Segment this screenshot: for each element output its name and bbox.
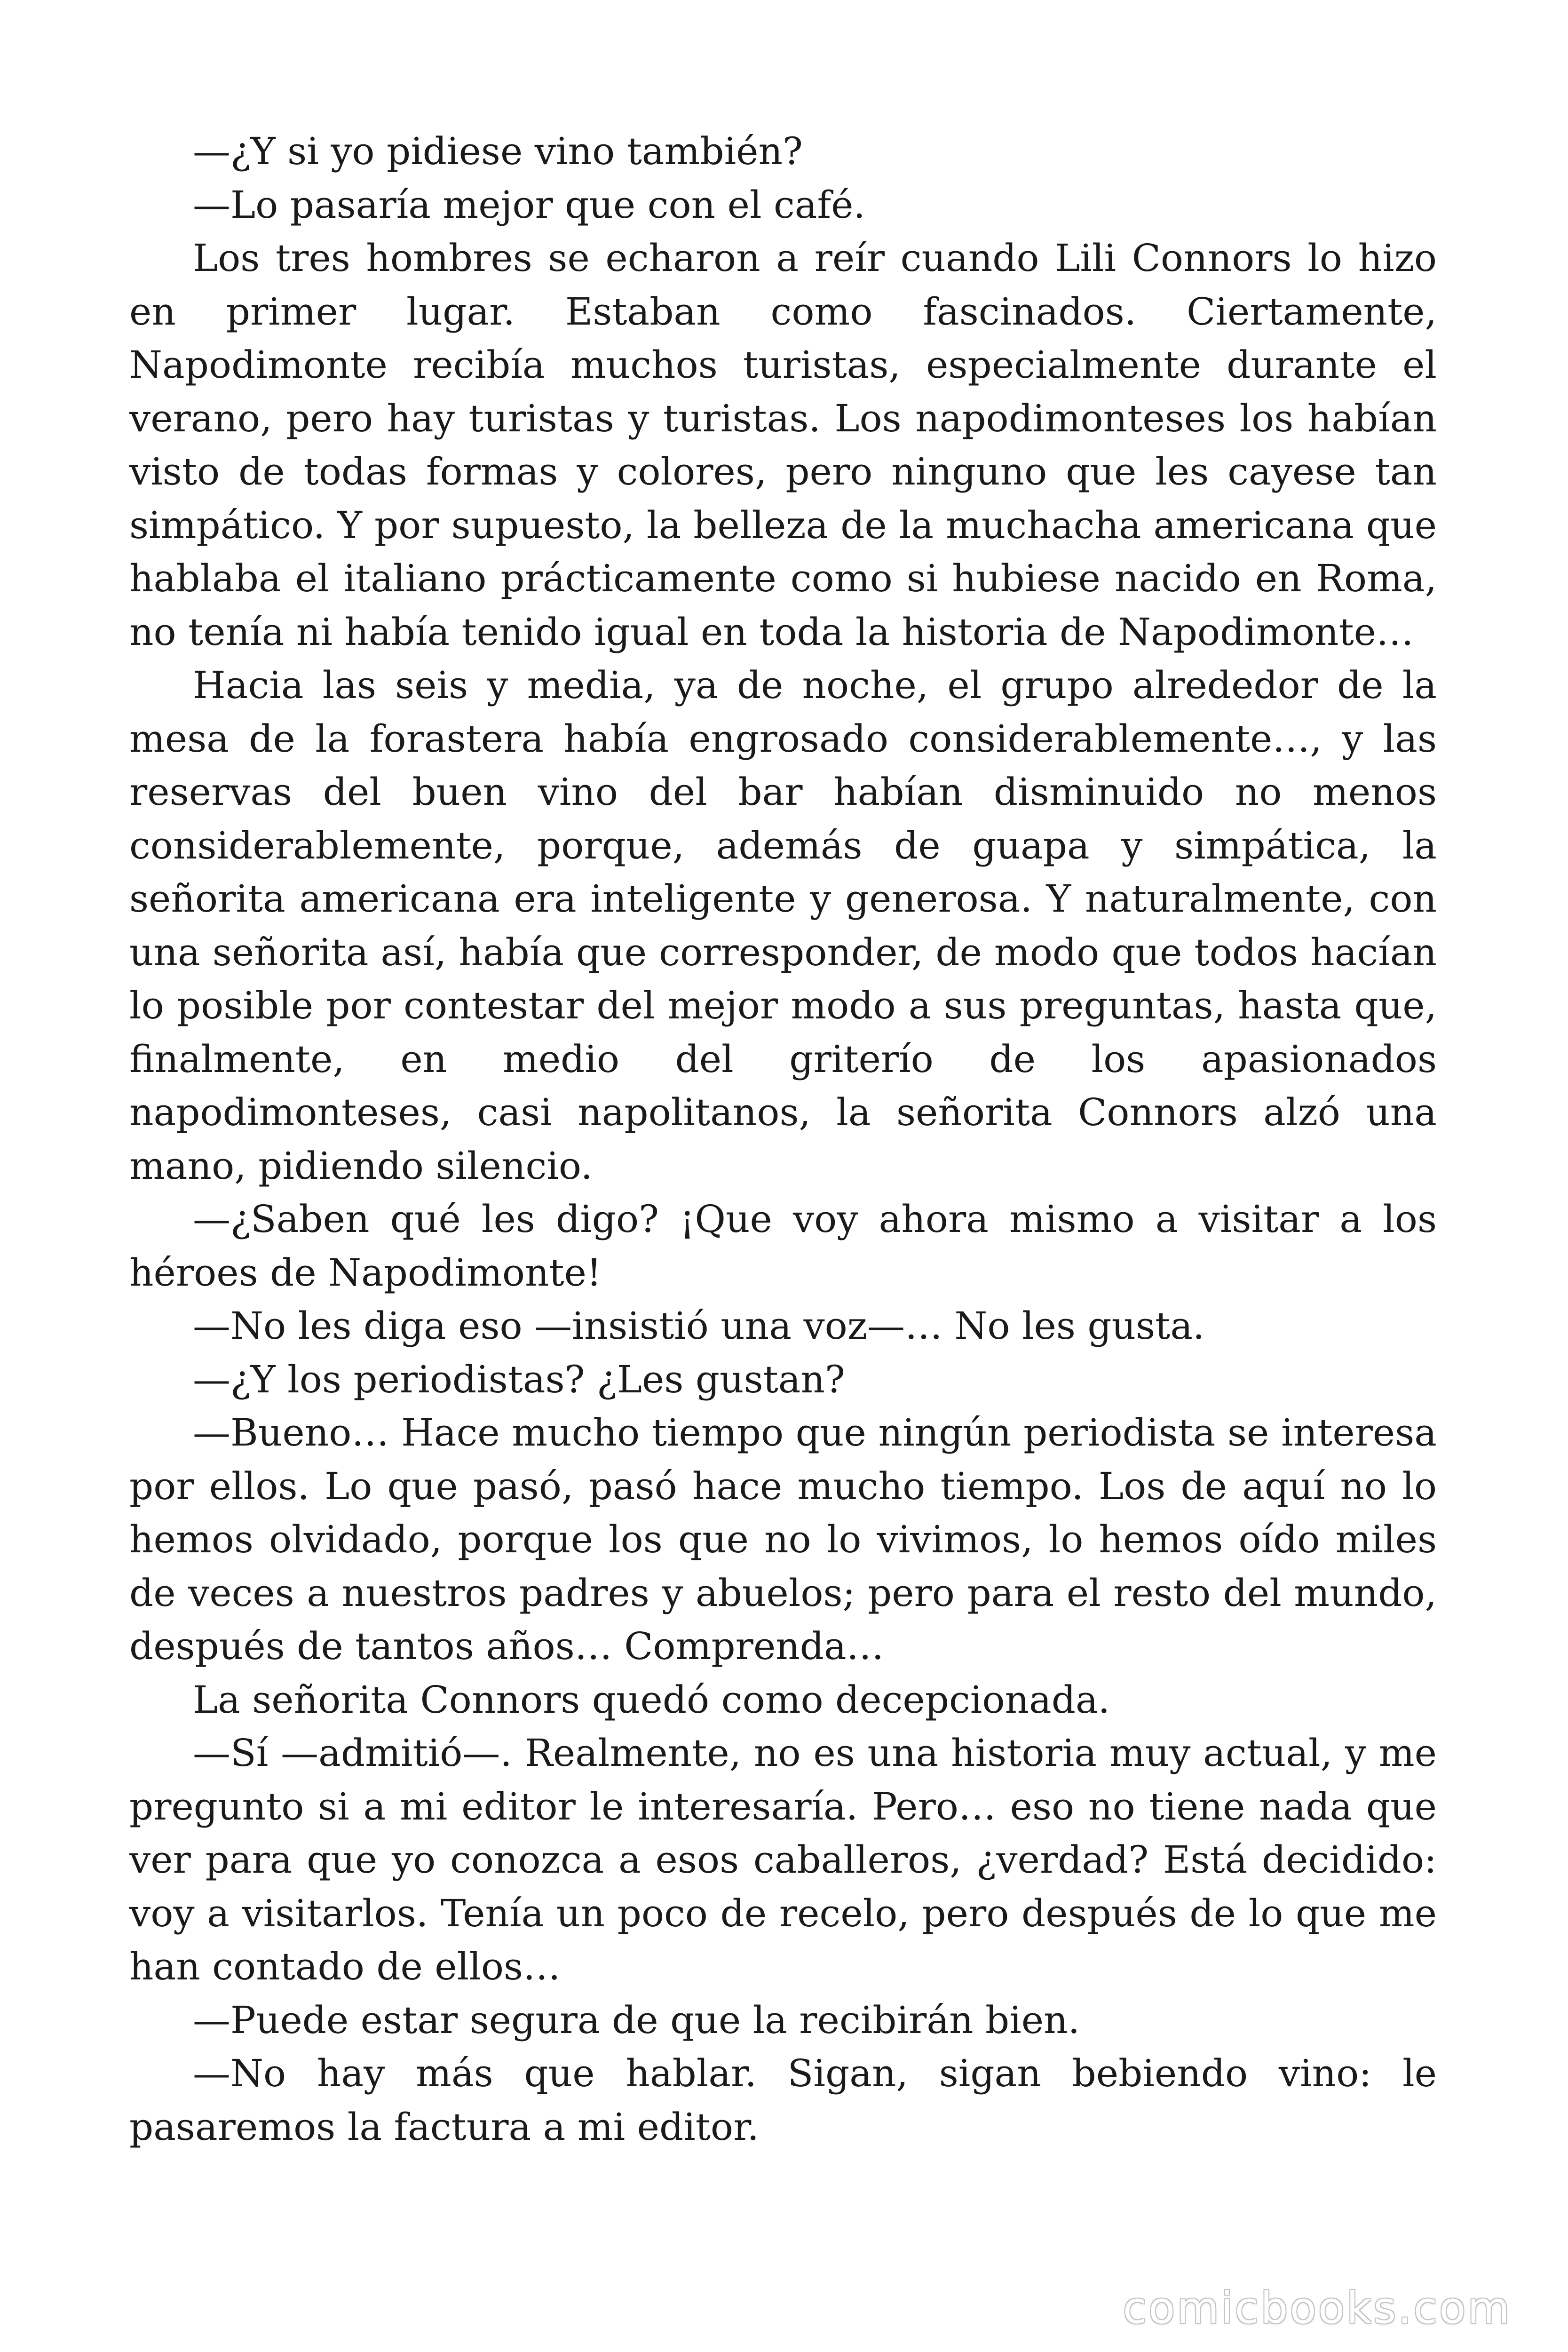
watermark-text: comicbooks.com [1123, 2283, 1512, 2333]
paragraph: Hacia las seis y media, ya de noche, el grupo alrededor de la mesa de la forastera había engrosado considerablemente…, y las reservas del buen vino del bar habían disminuido no menos considerablemente, porque, además de guapa y simpática, la señorita americana era inteligente y generosa. Y naturalmente, con una señorita así, había que corresponder, de modo que todos hacían lo posible por contestar del mejor modo a sus preguntas, hasta que, finalmente, en medio del griterío de los apasionados napodimonteses, casi napolitanos, la señorita Connors alzó una mano, pidiendo silencio. [129, 663, 1437, 1188]
paragraph: —Sí —admitió—. Realmente, no es una historia muy actual, y me pregunto si a mi editor le interesaría. Pero… eso no tiene nada que ver para que yo conozca a esos caballeros, ¿verdad? Está decidido: voy a visitarlos. Tenía un poco de recelo, pero después de lo que me han contado de ellos… [129, 1731, 1437, 1988]
paragraph: —¿Saben qué les digo? ¡Que voy ahora mismo a visitar a los héroes de Napodimonte! [129, 1197, 1437, 1295]
book-page-text [129, 125, 1437, 2153]
paragraph: La señorita Connors quedó como decepcionada. [193, 1677, 1110, 1722]
paragraph: —Puede estar segura de que la recibirán bien. [193, 1998, 1080, 2042]
paragraph: —No hay más que hablar. Sigan, sigan bebiendo vino: le pasaremos la factura a mi editor. [129, 2051, 1437, 2149]
paragraph: —¿Y los periodistas? ¿Les gustan? [193, 1357, 845, 1401]
paragraph: Los tres hombres se echaron a reír cuando Lili Connors lo hizo en primer lugar. Estaban como fascinados. Ciertamente, Napodimonte recibía muchos turistas, especialmente durante el verano, pero hay turistas y turistas. Los napodimonteses los habían visto de todas formas y colores, pero ninguno que les cayese tan simpático. Y por supuesto, la belleza de la muchacha americana que hablaba el italiano prácticamente como si hubiese nacido en Roma, no tenía ni había tenido igual en toda la historia de Napodimonte… [129, 236, 1437, 654]
paragraph: —Lo pasaría mejor que con el café. [193, 183, 865, 227]
paragraph: —¿Y si yo pidiese vino también? [193, 129, 803, 173]
paragraph: —No les diga eso —insistió una voz—… No les gusta. [193, 1304, 1205, 1348]
paragraph: —Bueno… Hace mucho tiempo que ningún periodista se interesa por ellos. Lo que pasó, pasó hace mucho tiempo. Los de aquí no lo hemos olvidado, porque los que no lo vivimos, lo hemos oído miles de veces a nuestros padres y abuelos; pero para el resto del mundo, después de tantos años… Comprenda… [129, 1411, 1437, 1668]
